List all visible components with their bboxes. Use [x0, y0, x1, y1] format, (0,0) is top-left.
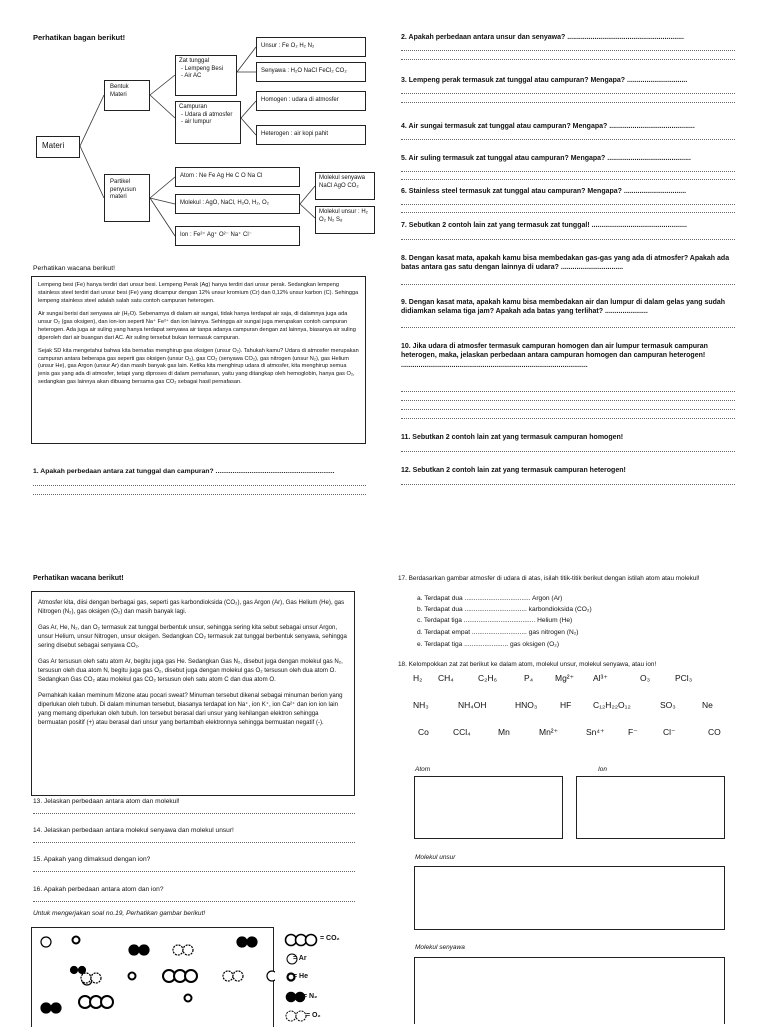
question-3: 3. Lempeng perak termasuk zat tunggal atau campuran? Mengapa? ............................... [401, 77, 688, 84]
node-label: Bentuk Materi [110, 84, 129, 98]
connector [150, 177, 175, 198]
question-1: 1. Apakah perbedaan antara zat tunggal dan campuran? ............................................................... [33, 468, 335, 475]
legend-co2-icon [306, 935, 317, 946]
node-senyawa [256, 62, 366, 82]
node-molekul-unsur [315, 206, 375, 234]
answer-line[interactable] [401, 171, 735, 172]
argon-atom [267, 971, 275, 981]
formula: CCl₄ [453, 727, 471, 737]
molekul-unsur-answer-box[interactable] [414, 866, 725, 930]
formula: P₄ [524, 673, 534, 683]
nitrogen-atom [247, 937, 257, 947]
formula: Sn⁴⁺ [586, 727, 605, 737]
oxygen-atom [185, 970, 197, 982]
question-10: 10. Jika udara di atmosfer termasuk campuran homogen dan air lumpur termasuk campuran heterogen, maka, jelaskan perbedaan antara campuran homogen dan campuran heterogen! ................................................................................................ [401, 343, 708, 369]
formula: SO₃ [660, 700, 676, 710]
question-7: 7. Sebutkan 2 contoh lain zat yang termasuk zat tunggal! ................................................. [401, 222, 687, 229]
answer-line[interactable] [401, 400, 735, 401]
question-4: 4. Air sungai termasuk zat tunggal atau campuran? Mengapa? ............................................ [401, 123, 695, 130]
nitrogen-atom [79, 967, 86, 974]
answer-line[interactable] [401, 418, 735, 419]
node-unsur [256, 37, 366, 57]
answer-line[interactable] [401, 204, 735, 205]
connector [150, 75, 175, 95]
formula: PCl₃ [675, 673, 693, 683]
legend-n2: = N₂ [303, 993, 318, 1000]
formula: HF [560, 700, 572, 710]
question-9: 9. Dengan kasat mata, apakah kamu bisa membedakan air dan lumpur di dalam gelas yang sudah didiamkan selama tiga jam? Apakah ada batas yang terlihat? ...................... [401, 299, 726, 316]
formula: C₁₂H₂₂O₁₂ [593, 700, 631, 710]
wacana-paragraph: Lempeng besi (Fe) hanya terdiri dari unsur besi. Lempeng Perak (Ag) hanya terdiri dari unsur perak. Sedangkan lempeng stainless steel terdiri dari unsur besi (Fe) yang dicampur dengan 12% unsur kromium (Cr) dan 0,12% unsur karbon (C). Sehingga lempeng stainless steel adalah salah satu contoh campuran heterogen. [38, 282, 359, 304]
legend-co2: = CO₂ [320, 935, 340, 942]
node-bentuk-materi [104, 80, 150, 111]
question-18: 18. Kelompokkan zat zat berikut ke dalam atom, molekul unsur, molekul senyawa, atau ion! [398, 661, 657, 668]
answer-line[interactable] [33, 485, 366, 486]
formula: NH₃ [413, 700, 429, 710]
wacana-box-1 [31, 276, 366, 444]
nitrogen-atom [237, 937, 247, 947]
node-molekul-senyawa [315, 172, 375, 200]
legend-ar: = Ar [293, 955, 307, 962]
formula: F⁻ [628, 727, 638, 737]
oxygen-atom [223, 971, 233, 981]
nitrogen-atom [41, 1003, 51, 1013]
label-molekul-unsur: Molekul unsur [415, 854, 456, 861]
answer-line[interactable] [401, 50, 735, 51]
helium-atom [185, 995, 192, 1002]
question-16: 16. Apakah perbedaan antara atom dan ion? [33, 886, 164, 893]
node-zat-tunggal [175, 55, 237, 96]
helium-atom [73, 937, 80, 944]
question-15: 15. Apakah yang dimaksud dengan ion? [33, 856, 151, 863]
answer-line[interactable] [401, 327, 735, 328]
connector [300, 186, 315, 204]
argon-atom [41, 937, 51, 947]
formula: Cl⁻ [663, 727, 676, 737]
connector [241, 118, 256, 135]
question-13: 13. Jelaskan perbedaan antara atom dan molekul! [33, 798, 180, 805]
question-5: 5. Air suling termasuk zat tunggal atau campuran? Mengapa? ........................................... [401, 155, 691, 162]
oxygen-atom [173, 945, 183, 955]
connector [150, 198, 175, 236]
node-label: Unsur : Fe O₂ H₂ N₂ [261, 43, 315, 49]
legend-o2-icon [286, 1011, 296, 1021]
answer-line[interactable] [401, 451, 735, 452]
node-partikel [104, 174, 150, 222]
connector [300, 204, 315, 218]
q17-item-d: d. Terdapat empat .............................. gas nitrogen (N₂) [417, 629, 579, 636]
answer-line[interactable] [401, 409, 735, 410]
question-8: 8. Dengan kasat mata, apakah kamu bisa membedakan gas-gas yang ada di atmosfer? Apakah ada batas antara gas satu dengan lainnya di udara? ................................ [401, 255, 730, 272]
nitrogen-atom [139, 945, 149, 955]
answer-line[interactable] [33, 813, 355, 814]
question-11: 11. Sebutkan 2 contoh lain zat yang termasuk campuran homogen! [401, 434, 624, 441]
node-label: Materi [42, 141, 65, 150]
answer-line[interactable] [401, 484, 735, 485]
answer-line[interactable] [33, 901, 355, 902]
q17-item-c: c. Terdapat tiga ....................................... Helium (He) [417, 617, 573, 624]
legend-o2: = O₂ [306, 1012, 321, 1019]
wacana-heading: Perhatikan wacana berikut! [33, 265, 115, 272]
answer-line[interactable] [401, 139, 735, 140]
connector [237, 47, 256, 72]
answer-line[interactable] [33, 494, 366, 495]
formula: Mn [498, 727, 510, 737]
node-label: Molekul unsur : H₂ O₂ N₂ S₈ [319, 209, 369, 223]
chart-heading: Perhatikan bagan berikut! [33, 33, 126, 42]
node-atom [175, 167, 300, 187]
node-item: - air lumpur [181, 119, 212, 125]
node-label: Homogen : udara di atmosfer [261, 97, 339, 103]
node-label: Molekul : AgO, NaCl, H₂O, H₂, O₂ [180, 200, 270, 206]
nitrogen-atom [129, 945, 139, 955]
ion-answer-box[interactable] [576, 776, 725, 839]
answer-line[interactable] [401, 284, 735, 285]
formula: Mn²⁺ [539, 727, 559, 737]
legend-he: = He [293, 973, 308, 980]
node-label: Campuran [179, 104, 208, 110]
formula: Al³⁺ [593, 673, 608, 683]
question-17: 17. Berdasarkan gambar atmosfer di udara di atas, isilah titik-titik berikut dengan istilah atom atau molekul! [398, 575, 700, 582]
question-6: 6. Stainless steel termasuk zat tunggal atau campuran? Mengapa? ................................ [401, 188, 687, 195]
oxygen-atom [91, 973, 101, 983]
question-12: 12. Sebutkan 2 contoh lain zat yang termasuk campuran heterogen! [401, 467, 626, 474]
node-materi [36, 136, 80, 158]
formula: NH₄OH [458, 700, 487, 710]
connector [80, 146, 104, 198]
formula: CH₄ [438, 673, 454, 683]
node-ion [175, 226, 300, 246]
node-heterogen [256, 125, 366, 145]
node-homogen [256, 91, 366, 111]
question-14: 14. Jelaskan perbedaan antara molekul senyawa dan molekul unsur! [33, 827, 234, 834]
node-label: Heterogen : air kopi pahit [261, 131, 329, 137]
node-item: - Air AC [181, 73, 202, 79]
connector [80, 95, 104, 146]
label-ion: Ion [598, 766, 608, 773]
formula: HNO₃ [515, 700, 538, 710]
q17-item-e: e. Terdapat tiga ........................ gas oksigen (O₂) [417, 641, 560, 648]
answer-line[interactable] [401, 391, 735, 392]
connector [150, 95, 175, 118]
formula: Mg²⁺ [555, 673, 575, 683]
connector [241, 101, 256, 118]
question-2: 2. Apakah perbedaan antara unsur dan senyawa? ............................................................ [401, 34, 684, 41]
wacana-paragraph: Gas Ar tersusun oleh satu atom Ar, begitu juga gas He. Sedangkan Gas N₂, disebut juga dengan molekul gas N₂, tersusun oleh dua atom N, begitu juga gas O₂, disebut juga dengan molekul gas O₂ tersusun oleh dua atom O. Sedangkan Gas CO₂ atau molekul gas CO₂ tersusun oleh satu atom C dan dua atom O. [38, 658, 343, 684]
nitrogen-atom [71, 967, 78, 974]
node-label: Zat tunggal [179, 58, 210, 64]
label-molekul-senyawa: Molekul senyawa [415, 944, 465, 951]
wacana-paragraph: Atmosfer kita, diisi dengan berbagai gas, seperti gas karbondioksida (CO₂), gas Argon (Ar), Gas Helium (He), gas Nitrogen (N₂), gas oksigen (O₂) dan masih banyak lagi. [38, 599, 345, 616]
legend-o2-icon [296, 1011, 306, 1021]
node-molekul [175, 194, 300, 214]
instruction-text: Untuk mengerjakan soal no.19, Perhatikan gambar berikut! [33, 910, 206, 917]
wacana-box-2 [31, 591, 355, 796]
oxygen-atom [183, 945, 193, 955]
node-label: Molekul senyawa NaCl AgO CO₂ [319, 175, 366, 189]
answer-line[interactable] [401, 59, 735, 60]
formula: H₂ [413, 673, 423, 683]
formula: C₂H₆ [478, 673, 498, 683]
wacana-paragraph: Air sungai berisi dari senyawa air (H₂O). Sebenarnya di dalam air sungai, tidak hanya terdapat air saja, di dalamnya juga ada unsur O₂ (gas oksigen), dan ion-ion seperti Na⁺ Fe²⁺ dan ion lainnya. Sehingga air sungai juga merupakan contoh campuran heterogen. Ada juga air suling yang hanya terdapat senyawa air tanpa adanya campuran dengan zat lainnya, biasanya air suling diperoleh dari air buangan dari AC. Air suling tersebut bukan termasuk campuran. [38, 310, 356, 341]
q17-item-a: a. Terdapat dua .................................... Argon (Ar) [417, 595, 563, 602]
wacana-paragraph: Pernahkah kalian meminum Mizone atau pocari sweat? Minuman tersebut dikenal sebagai minuman berion yang diperlukan oleh tubuh. Di dalam minuman tersebut, biasanya terdapat ion Na⁺, ion K⁺, ion Ca²⁺ dan ion ion lain yang memang diperlukan oleh tubuh. Ion tersebut berasal dari unsur yang kehilangan elektron sehingga bermuatan positif (+) atau berasal dari unsur yang bertambah elektronnya sehingga bermuatan negatif (-). [38, 692, 343, 727]
node-label: Senyawa : H₂O NaCl FeCl₂ CO₂ [261, 68, 347, 74]
node-item: - Lempeng Besi [181, 65, 224, 72]
formula: CO [708, 727, 721, 737]
atmosphere-figure [31, 927, 274, 1027]
nitrogen-atom [51, 1003, 61, 1013]
answer-line[interactable] [401, 212, 735, 213]
node-label: Atom : Ne Fe Ag He C O Na Cl [180, 173, 263, 179]
label-atom: Atom [415, 766, 431, 773]
answer-line[interactable] [401, 102, 735, 103]
answer-line[interactable] [33, 842, 355, 843]
answer-line[interactable] [33, 871, 355, 872]
answer-line[interactable] [401, 239, 735, 240]
wacana-paragraph: Gas Ar, He, N₂, dan O₂ termasuk zat tunggal berbentuk unsur, sehingga sering kita sebut sebagai unsur Argon, unsur Helium, unsur Nitrogen, unsur oksigen. Sedangkan CO₂ termasuk zat tunggal berbentuk senyawa, sehingga sering disebut sebagai senyawa CO₂. [38, 624, 347, 650]
node-label: Partikel penyusun materi [110, 179, 137, 200]
answer-line[interactable] [401, 179, 735, 180]
helium-atom [129, 973, 136, 980]
oxygen-atom [81, 973, 91, 983]
node-label: Ion : Fe²⁺ Ag⁺ O²⁻ Na⁺ Cl⁻ [180, 232, 252, 238]
formula: Co [418, 727, 429, 737]
wacana-2-heading: Perhatikan wacana berikut! [33, 575, 124, 582]
formula: O₃ [640, 673, 651, 683]
node-campuran [175, 101, 241, 144]
node-item: - Udara di atmosfer [181, 111, 233, 118]
oxygen-atom [101, 996, 113, 1008]
atom-answer-box[interactable] [414, 776, 563, 839]
molecule-illustration [32, 928, 275, 1028]
oxygen-atom [233, 971, 243, 981]
answer-line[interactable] [401, 93, 735, 94]
q17-item-b: b. Terdapat dua .................................. karbondioksida (CO₂) [417, 606, 592, 613]
formula: Ne [702, 700, 713, 710]
wacana-paragraph: Sejak SD kita mengetahui bahwa kita bernafas menghirup gas oksigen (unsur O₂). Tahukah kamu? Udara di atmosfer merupakan campuran antara beberapa gas seperti gas oksigen (unsur O₂), gas CO₂ (senyawa CO₂), gas nitrogen (unsur N₂), gas Helium (unsur He), gas Argon (unsur Ar) dan masih banyak gas lain. Ketika kita menghirup udara di atmosfer, kita menghirup semua jenis gas yang ada di atmosfer, tetapi yang diproses di dalam pernafasan, yaitu yang ditangkap oleh hemoglobin, hanya gas O₂, sedangkan gas lainnya akan dibuang bersama gas CO₂ sebagai hasil pernafasan. [38, 347, 359, 386]
molekul-senyawa-answer-box[interactable] [414, 957, 725, 1024]
legend-n2-icon [287, 993, 296, 1002]
